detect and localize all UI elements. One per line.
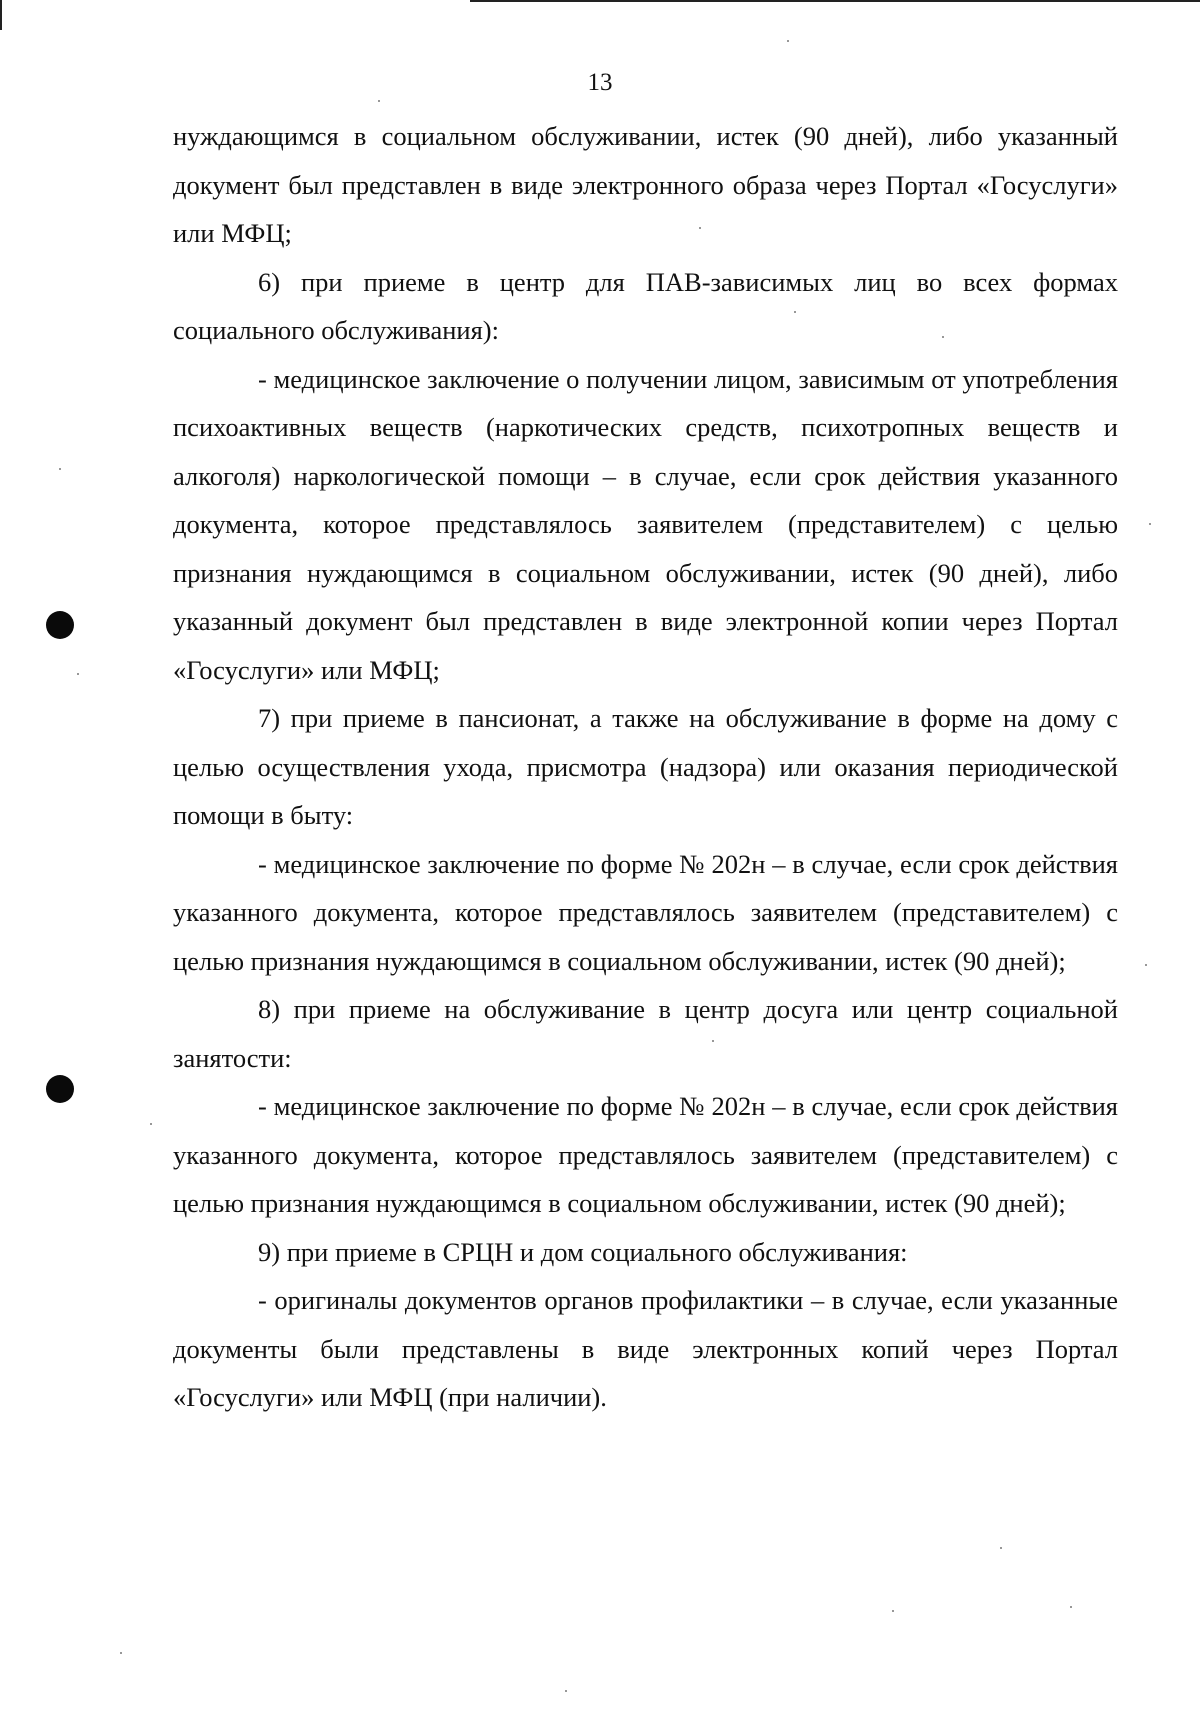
punch-hole-mark [46, 1075, 74, 1103]
paragraph-item-6-dash: - медицинское заключение о получении лицом, зависимым от употребления психоактивных веществ (наркотических средств, психотропных веществ и алкоголя) наркологической помощи – в случае, если срок действия указанного документа, которое представлялось заявителем (представителем) с целью признания нуждающимся в социальном обслуживании, истек (90 дней), либо указанный документ был представлен в виде электронной копии через Портал «Госуслуги» или МФЦ; [173, 363, 1118, 685]
paragraph-item-6: 6) при приеме в центр для ПАВ-зависимых лиц во всех формах социального обслуживания): [173, 266, 1118, 345]
page-number: 13 [587, 69, 613, 96]
paragraph-item-7-dash: - медицинское заключение по форме № 202н – в случае, если срок действия указанного документа, которое представлялось заявителем (представителем) с целью признания нуждающимся в социальном обслуживании, истек (90 дней); [173, 848, 1118, 976]
scan-speck [378, 100, 380, 102]
paragraph-continuation: нуждающимся в социальном обслуживании, истек (90 дней), либо указанный документ был представлен в виде электронного образа через Портал «Госуслуги» или МФЦ; [173, 121, 1118, 248]
scan-speck [120, 1652, 122, 1654]
scan-speck [1145, 964, 1147, 966]
scan-speck [150, 1123, 152, 1125]
scan-speck [565, 1690, 567, 1692]
paragraph-item-7: 7) при приеме в пансионат, а также на обслуживание в форме на дому с целью осуществления ухода, присмотра (надзора) или оказания периодической помощи в быту: [173, 703, 1118, 830]
scan-speck [892, 1610, 894, 1612]
paragraph-item-8: 8) при приеме на обслуживание в центр досуга или центр социальной занятости: [173, 994, 1118, 1073]
scan-speck [59, 468, 61, 470]
paragraph-item-9: 9) при приеме в СРЦН и дом социального обслуживания: [258, 1236, 908, 1267]
document-body [173, 112, 1118, 1422]
scan-speck [787, 40, 789, 42]
scan-speck [1000, 1547, 1002, 1549]
punch-hole-mark [46, 611, 74, 639]
scan-speck [77, 673, 79, 675]
left-border-mark [0, 0, 2, 30]
scan-speck [1149, 523, 1151, 525]
scan-speck [1070, 1606, 1072, 1608]
top-border-line [470, 0, 1200, 2]
paragraph-item-8-dash: - медицинское заключение по форме № 202н – в случае, если срок действия указанного документа, которое представлялось заявителем (представителем) с целью признания нуждающимся в социальном обслуживании, истек (90 дней); [173, 1091, 1118, 1218]
paragraph-item-9-dash: - оригиналы документов органов профилактики – в случае, если указанные документы были представлены в виде электронных копий через Портал «Госуслуги» или МФЦ (при наличии). [173, 1285, 1118, 1412]
